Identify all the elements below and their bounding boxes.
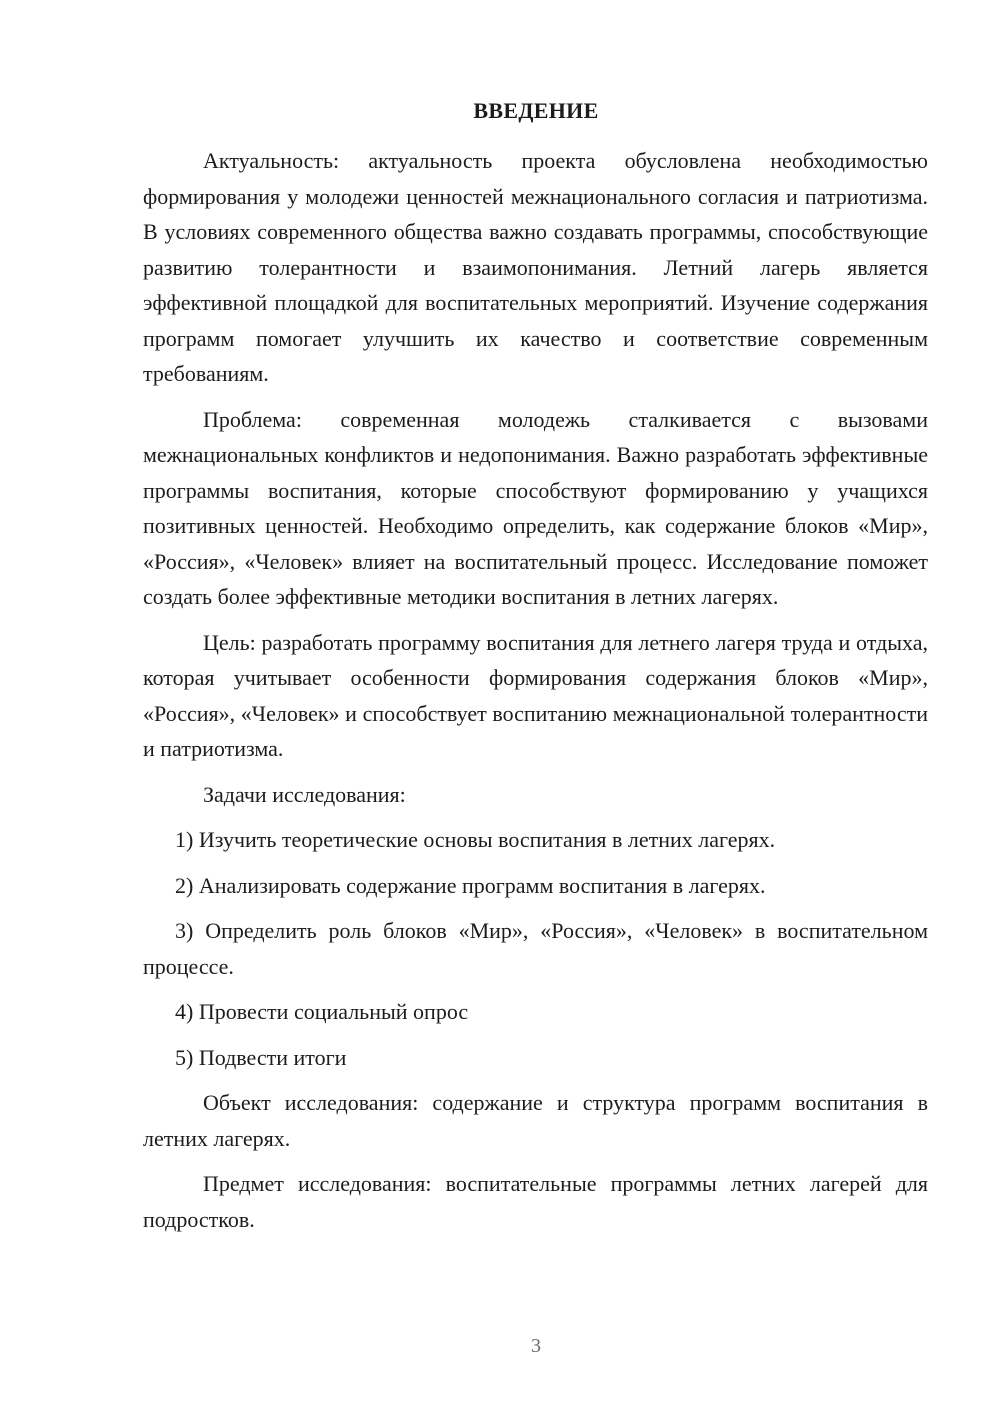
task-item-4: 4) Провести социальный опрос	[175, 999, 469, 1024]
paragraph-goal: Цель: разработать программу воспитания для летнего лагеря труда и отдыха, которая учитывает особенности формирования содержания блоков «Мир», «Россия», «Человек» и способствует воспитанию межнациональной толерантности и патриотизма.	[143, 629, 928, 761]
paragraph-research-subject: Предмет исследования: воспитательные программы летних лагерей для подростков.	[143, 1171, 928, 1232]
document-body	[143, 143, 928, 1247]
page-number: 3	[531, 1335, 541, 1357]
task-item-1: 1) Изучить теоретические основы воспитания в летних лагерях.	[175, 827, 776, 852]
task-item-5: 5) Подвести итоги	[175, 1044, 347, 1070]
paragraph-research-object: Объект исследования: содержание и структура программ воспитания в летних лагерях.	[143, 1090, 928, 1151]
task-item-3: 3) Определить роль блоков «Мир», «Россия», «Человек» в воспитательном процессе.	[143, 918, 928, 979]
tasks-heading: Задачи исследования:	[203, 781, 406, 807]
page-title: ВВЕДЕНИЕ	[473, 98, 599, 123]
paragraph-relevance: Актуальность: актуальность проекта обусловлена необходимостью формирования у молодежи ценностей межнационального согласия и патриотизма. В условиях современного общества важно создавать программы, способствующие развитию толерантности и взаимопонимания. Летний лагерь является эффективной площадкой для воспитательных мероприятий. Изучение содержания программ помогает улучшить их качество и соответствие современным требованиям.	[143, 148, 928, 386]
paragraph-problem: Проблема: современная молодежь сталкивается с вызовами межнациональных конфликтов и недопонимания. Важно разработать эффективные программы воспитания, которые способствуют формированию у учащихся позитивных ценностей. Необходимо определить, как содержание блоков «Мир», «Россия», «Человек» влияет на воспитательный процесс. Исследование поможет создать более эффективные методики воспитания в летних лагерях.	[143, 406, 928, 609]
task-item-2: 2) Анализировать содержание программ воспитания в лагерях.	[175, 872, 766, 898]
